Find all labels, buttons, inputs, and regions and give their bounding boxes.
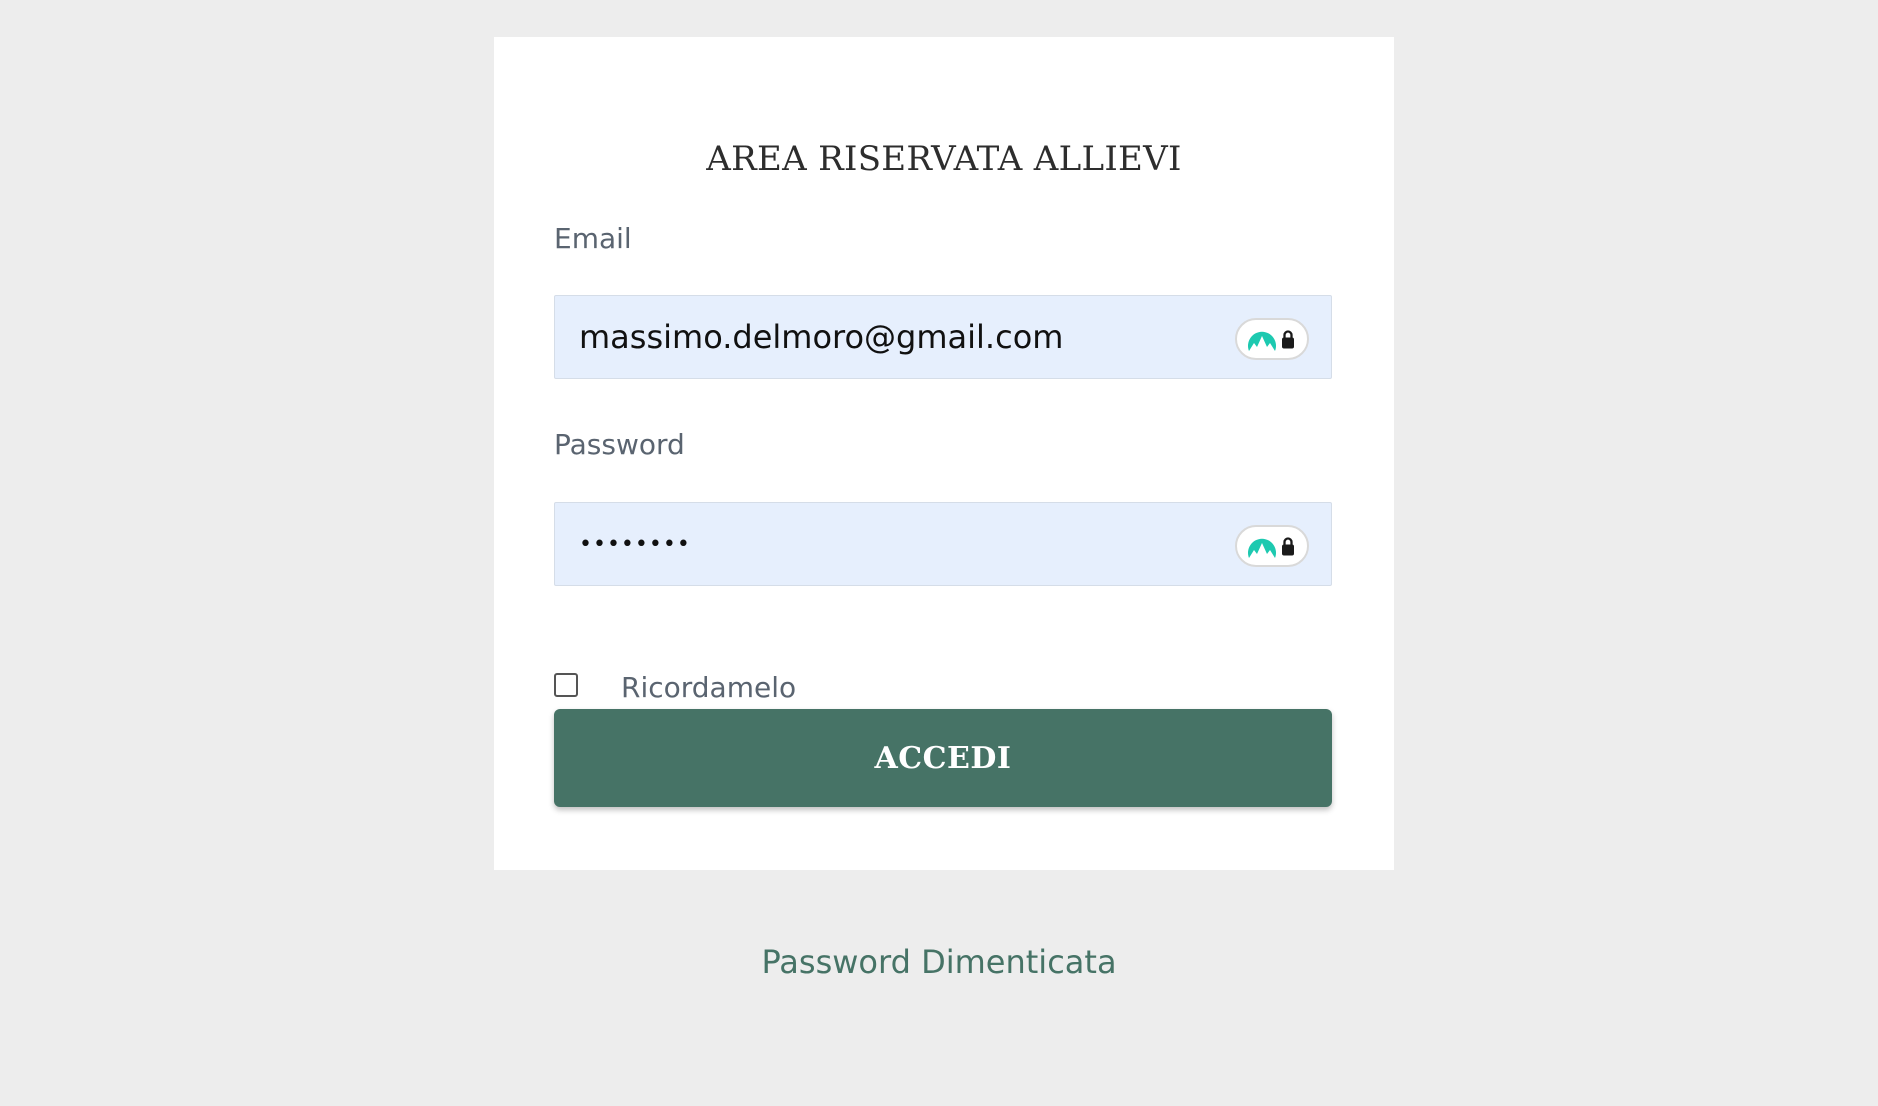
email-field[interactable] bbox=[579, 296, 1219, 378]
password-label: Password bbox=[554, 428, 685, 461]
remember-me-label[interactable]: Ricordamelo bbox=[621, 671, 797, 704]
password-manager-icon bbox=[1237, 527, 1307, 565]
page-title: AREA RISERVATA ALLIEVI bbox=[706, 139, 1182, 179]
remember-me-checkbox[interactable] bbox=[554, 673, 578, 697]
password-field[interactable] bbox=[579, 503, 1219, 585]
password-manager-badge[interactable] bbox=[1235, 318, 1309, 360]
password-manager-icon bbox=[1237, 320, 1307, 358]
password-field-container bbox=[554, 502, 1332, 586]
login-card bbox=[494, 37, 1394, 870]
email-field-container bbox=[554, 295, 1332, 379]
email-label: Email bbox=[554, 222, 632, 255]
forgot-password-link[interactable]: Password Dimenticata bbox=[761, 943, 1117, 981]
login-button[interactable]: ACCEDI bbox=[554, 709, 1332, 807]
password-manager-badge[interactable] bbox=[1235, 525, 1309, 567]
